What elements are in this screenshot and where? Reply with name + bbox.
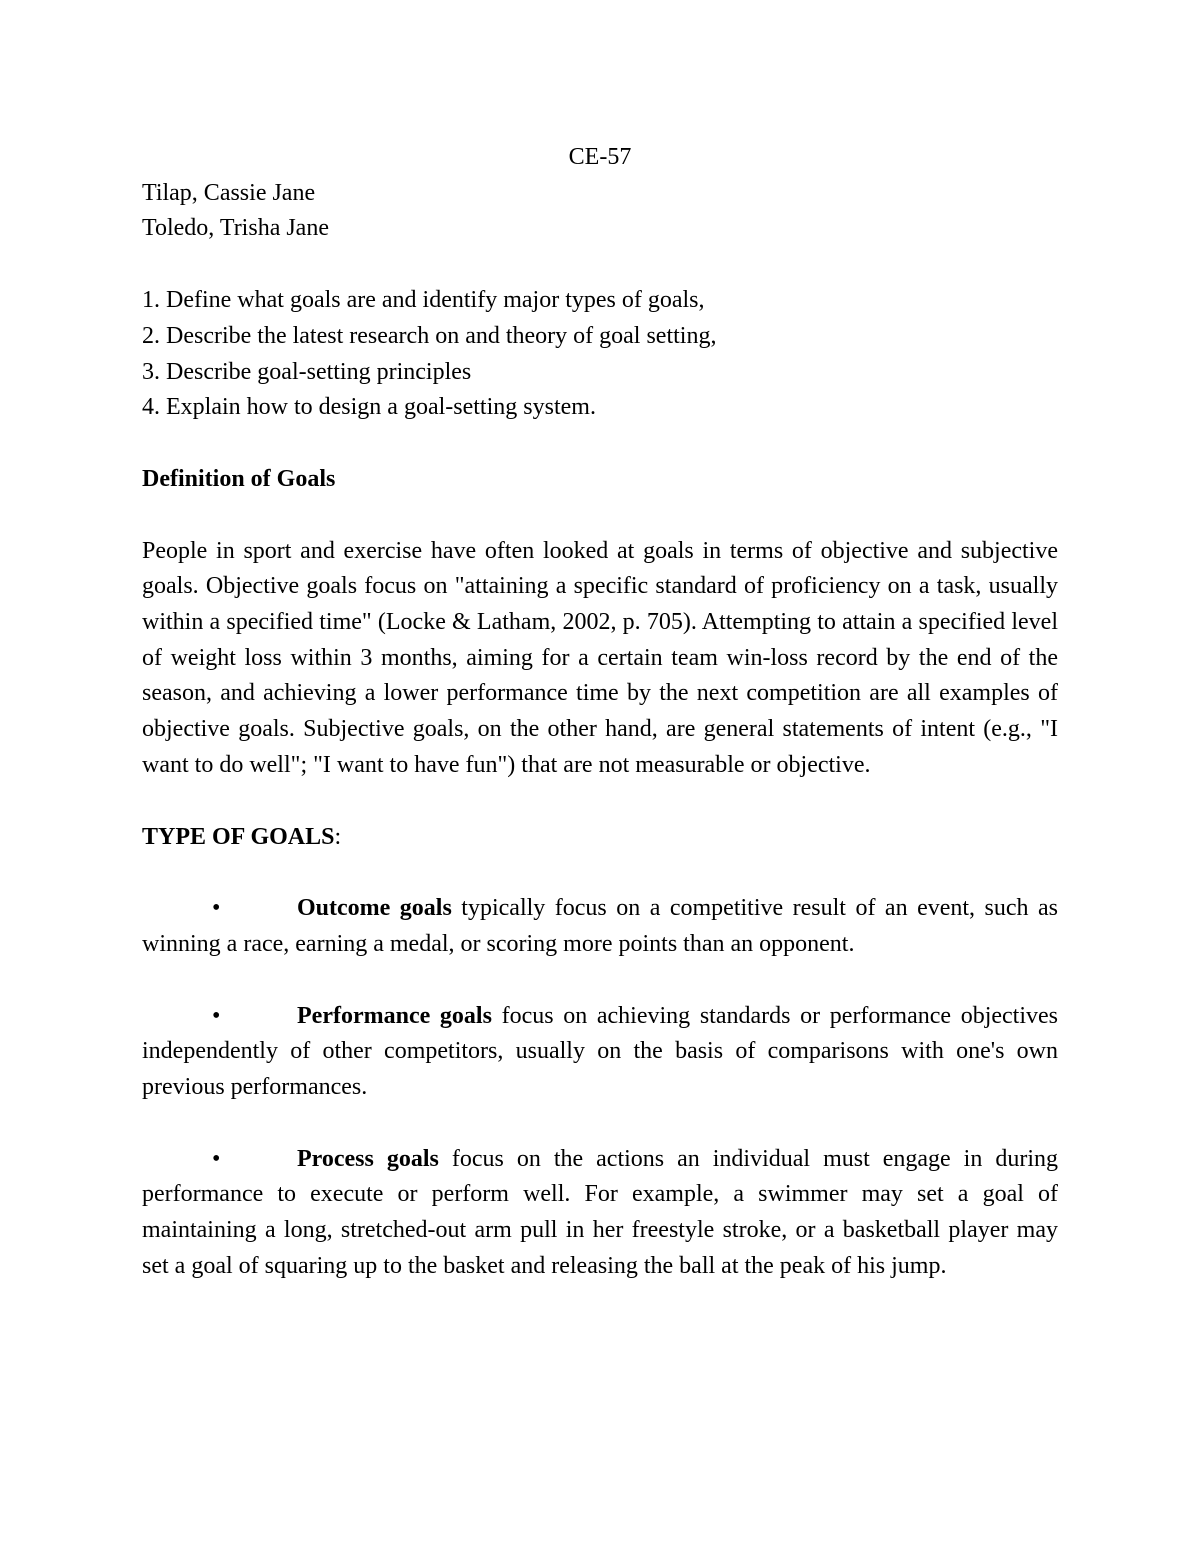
- bullet-icon: •: [212, 895, 221, 922]
- goal-type-term: Performance goals: [297, 1002, 492, 1029]
- goal-type-item: [142, 891, 1058, 962]
- bullet-icon: •: [212, 1002, 221, 1029]
- document-content: [142, 140, 1058, 1285]
- definition-heading: Definition of Goals: [142, 465, 336, 492]
- document-code: CE-57: [568, 144, 632, 170]
- spacer: [142, 1106, 1058, 1142]
- types-heading-colon: :: [334, 823, 342, 850]
- spacer: [142, 247, 1058, 283]
- goal-type-term: Outcome goals: [297, 895, 452, 922]
- goal-type-description: typically focus on a competitive result of an event, such as winning a race, earning a medal, or scoring more points than an opponent.: [142, 895, 1059, 957]
- goal-type-description: focus on the actions an individual must engage in during performance to execute or perform well. For example, a swimmer may set a goal of maintaining a long, stretched-out arm pull in her freestyle stroke, or a basketball player may set a goal of squaring up to the basket and releasing the ball at the peak of his jump.: [142, 1145, 1058, 1279]
- objective-item: 1. Define what goals are and identify major types of goals,: [142, 287, 705, 314]
- goal-type-item: [142, 1142, 1058, 1285]
- author-name: Tilap, Cassie Jane: [142, 179, 316, 206]
- spacer: [142, 426, 1058, 462]
- types-heading-line: [142, 820, 1058, 856]
- goal-type-description: focus on achieving standards or performance objectives independently of other competitors, usually on the basis of comparisons with one's own previous performances.: [142, 1002, 1058, 1101]
- goal-type-term: Process goals: [297, 1145, 439, 1172]
- author-name: Toledo, Trisha Jane: [142, 215, 329, 242]
- spacer: [142, 498, 1058, 534]
- bullet-icon: •: [212, 1145, 221, 1172]
- definition-paragraph: People in sport and exercise have often looked at goals in terms of objective and subjective goals. Objective goals focus on "attaining a specific standard of proficiency on a task, usually within a specified time" (Locke & Latham, 2002, p. 705). Attempting to attain a specified level of weight loss within 3 months, aiming for a certain team win-loss record by the end of the season, and achieving a lower performance time by the next competition are all examples of objective goals. Subjective goals, on the other hand, are general statements of intent (e.g., "I want to do well"; "I want to have fun") that are not measurable or objective.: [142, 537, 1058, 778]
- objective-item: 4. Explain how to design a goal-setting system.: [142, 394, 596, 421]
- spacer: [142, 855, 1058, 891]
- objective-item: 2. Describe the latest research on and theory of goal setting,: [142, 322, 717, 349]
- types-heading: TYPE OF GOALS: [142, 823, 335, 850]
- objective-item: 3. Describe goal-setting principles: [142, 358, 472, 385]
- goal-type-item: [142, 999, 1058, 1106]
- spacer: [142, 784, 1058, 820]
- spacer: [142, 963, 1058, 999]
